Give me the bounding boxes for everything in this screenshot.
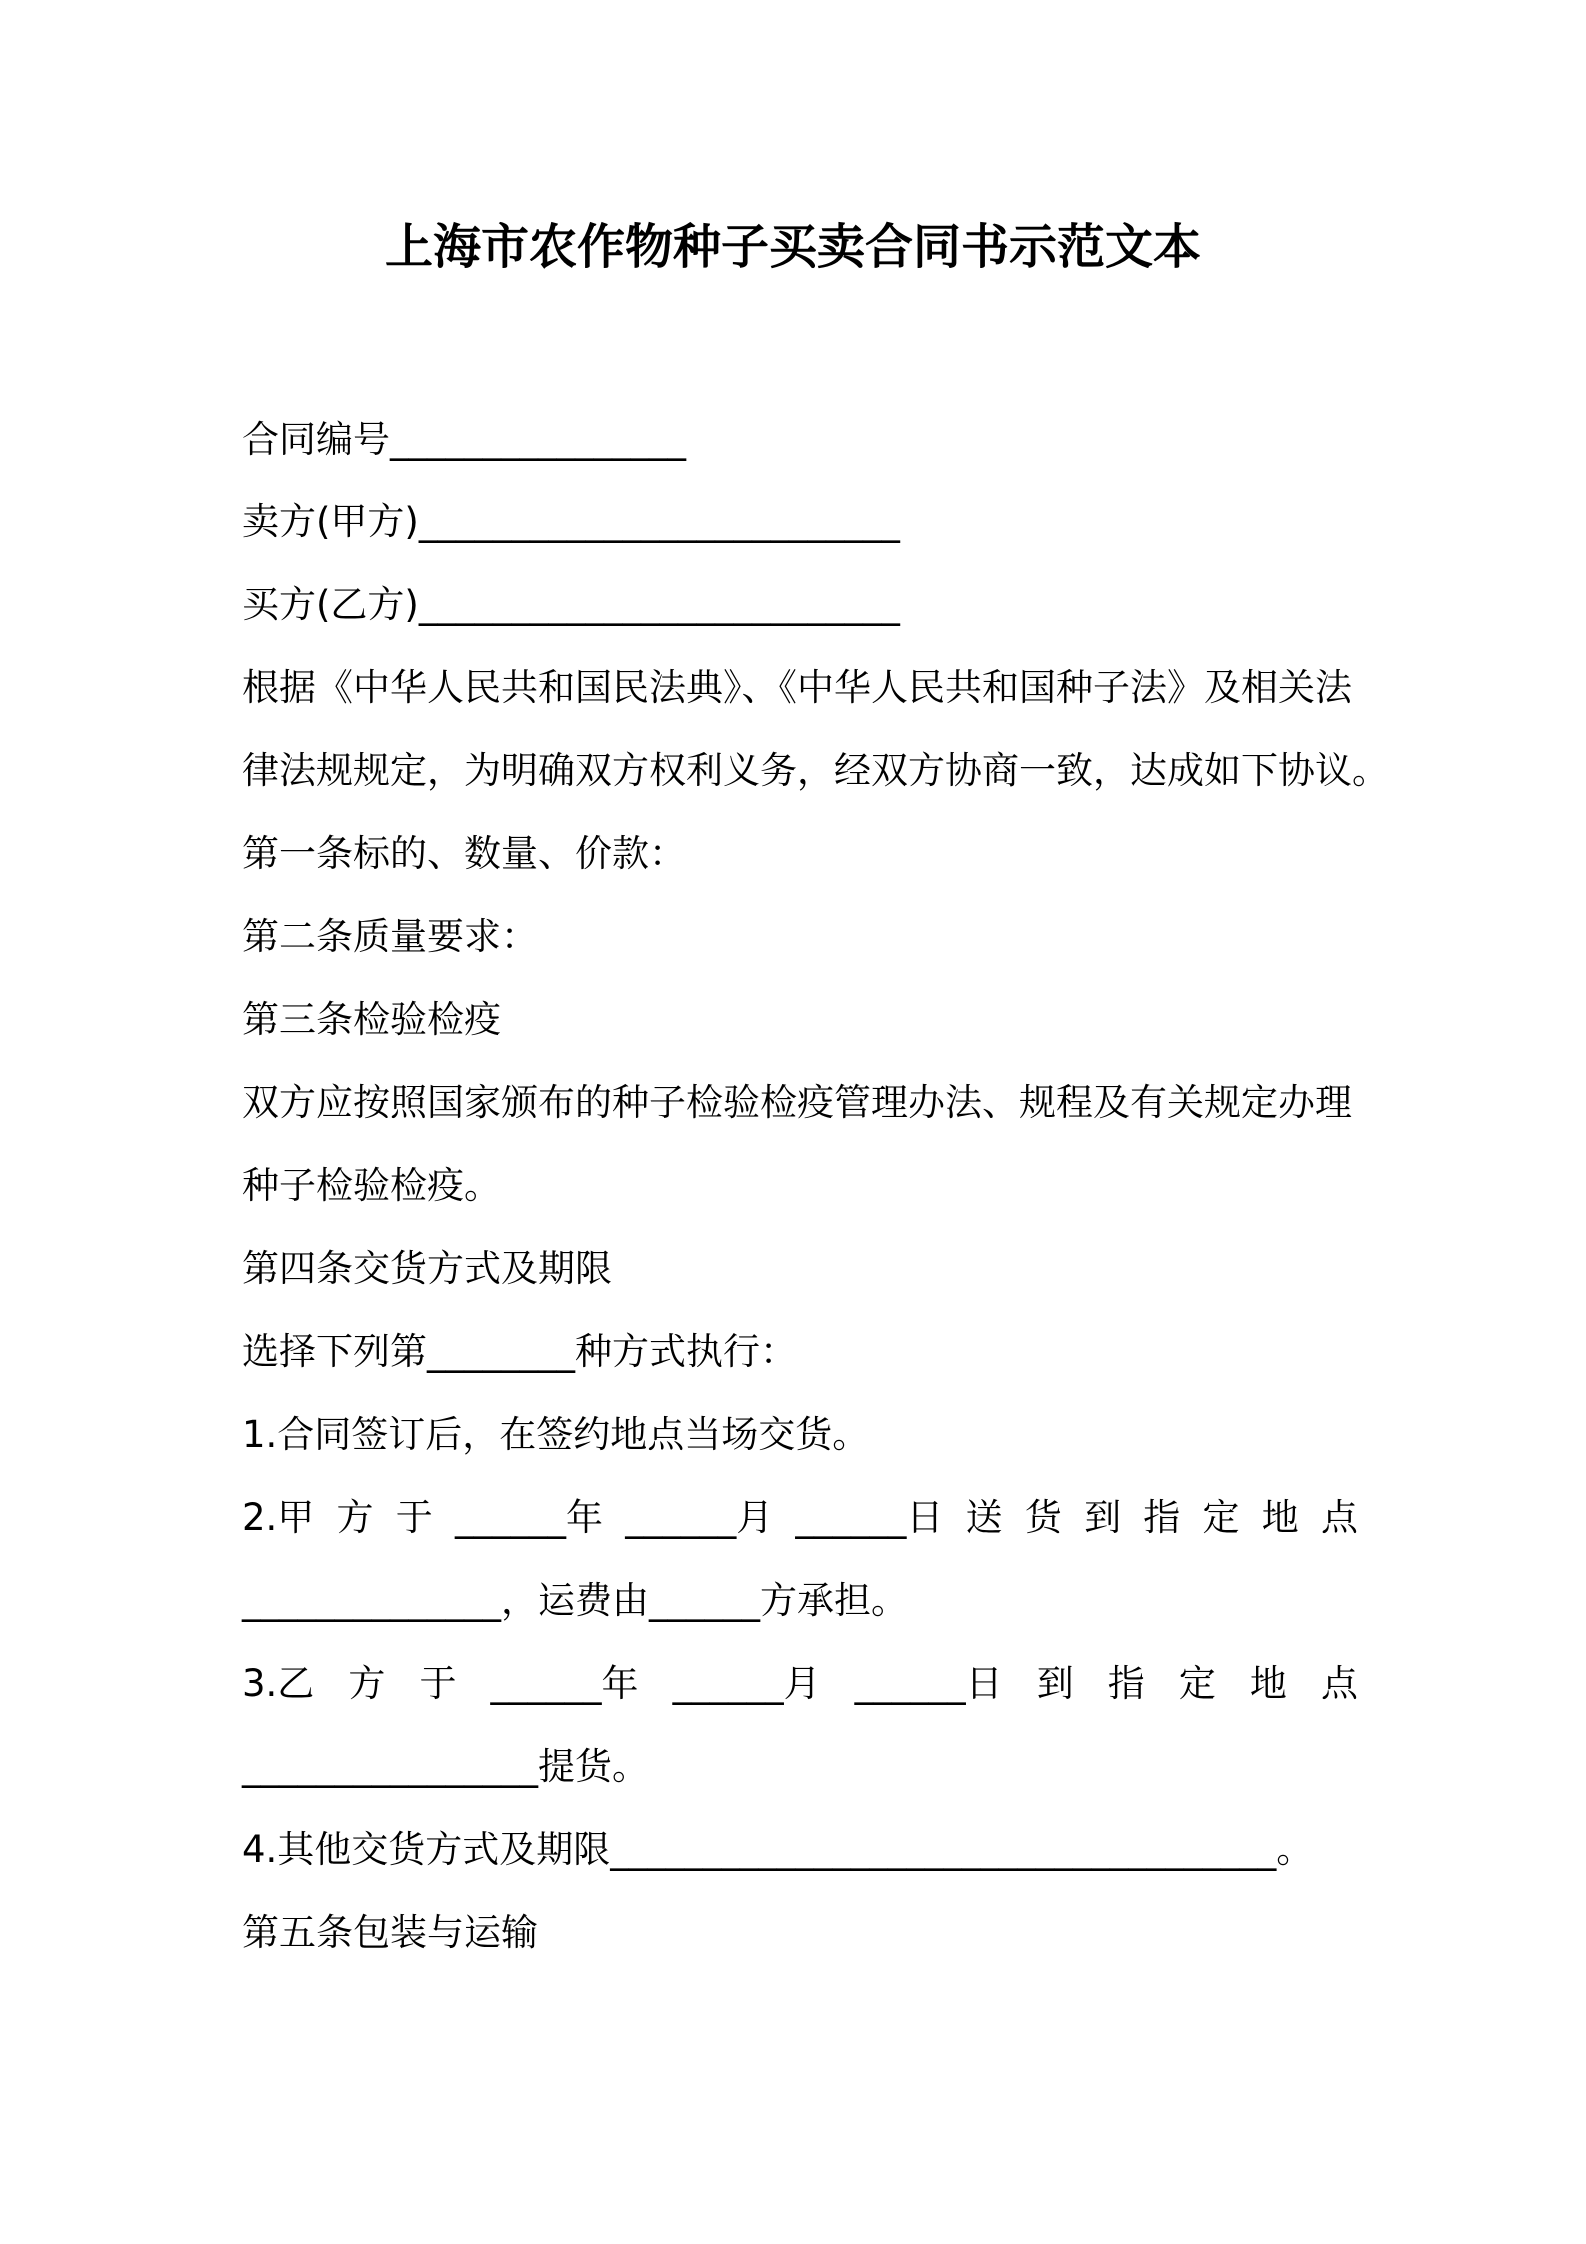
document-title: 上海市农作物种子买卖合同书示范文本: [384, 219, 1201, 275]
option-3-token: 到: [1036, 1662, 1074, 1705]
article-1-heading: 第一条标的、数量、价款：: [242, 832, 686, 875]
delivery-option-3-line-2: ________________提货。: [242, 1745, 649, 1788]
option-2-token: ______月: [625, 1496, 774, 1539]
contract-number-line: 合同编号________________: [242, 418, 686, 461]
option-3-token: 指: [1107, 1662, 1145, 1705]
option-2-token: 方: [336, 1496, 374, 1539]
preamble-line-2: 律法规规定，为明确双方权利义务，经双方协商一致，达成如下协议。: [242, 749, 1389, 792]
article-2-heading: 第二条质量要求：: [242, 915, 538, 958]
seller-line: 卖方(甲方)__________________________: [242, 500, 900, 543]
option-3-token: 地: [1249, 1662, 1287, 1705]
delivery-option-4: 4.其他交货方式及期限____________________________________。: [242, 1828, 1314, 1871]
delivery-option-2-line-1: [242, 1491, 1358, 1545]
option-2-token: 地: [1261, 1496, 1299, 1539]
article-3-heading: 第三条检验检疫: [242, 998, 501, 1041]
option-2-token: 货: [1024, 1496, 1062, 1539]
delivery-option-select-line: 选择下列第________种方式执行：: [242, 1330, 797, 1373]
option-2-token: 点: [1320, 1496, 1358, 1539]
option-3-token: ______年: [490, 1662, 639, 1705]
option-3-token: ______月: [672, 1662, 821, 1705]
delivery-option-3-line-1: [242, 1657, 1358, 1711]
delivery-option-1: 1.合同签订后，在签约地点当场交货。: [242, 1413, 870, 1456]
option-3-token: 点: [1320, 1662, 1358, 1705]
article-3-text-line-1: 双方应按照国家颁布的种子检验检疫管理办法、规程及有关规定办理: [242, 1081, 1352, 1124]
option-2-token: 到: [1084, 1496, 1122, 1539]
option-3-token: ______日: [854, 1662, 1003, 1705]
option-2-token: ______日: [795, 1496, 944, 1539]
article-5-heading: 第五条包装与运输: [242, 1911, 538, 1954]
buyer-line: 买方(乙方)__________________________: [242, 583, 900, 626]
option-3-token: 方: [348, 1662, 386, 1705]
option-2-token: 指: [1143, 1496, 1181, 1539]
option-2-token: 送: [965, 1496, 1003, 1539]
preamble-line-1: 根据《中华人民共和国民法典》、《中华人民共和国种子法》及相关法: [242, 666, 1352, 709]
option-2-token: ______年: [454, 1496, 603, 1539]
article-3-text-line-2: 种子检验检疫。: [242, 1164, 501, 1207]
option-2-token: 2.甲: [242, 1496, 315, 1539]
option-3-token: 于: [419, 1662, 457, 1705]
option-3-token: 3.乙: [242, 1662, 315, 1705]
option-2-token: 于: [395, 1496, 433, 1539]
article-4-heading: 第四条交货方式及期限: [242, 1247, 612, 1290]
delivery-option-2-line-2: ______________，运费由______方承担。: [242, 1579, 908, 1622]
option-2-token: 定: [1202, 1496, 1240, 1539]
option-3-token: 定: [1178, 1662, 1216, 1705]
